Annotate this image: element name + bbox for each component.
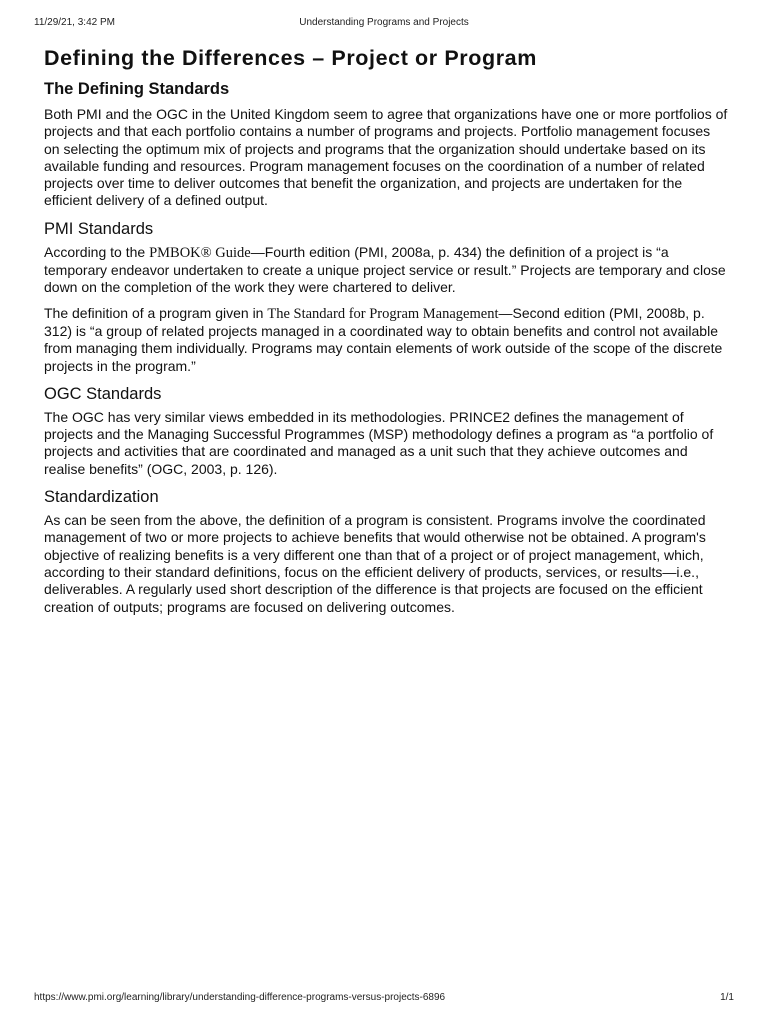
article [44, 44, 728, 624]
pmi-program-definition-paragraph [44, 305, 728, 375]
source-url: https://www.pmi.org/learning/library/understanding-difference-programs-versus-projects-6896 [34, 992, 446, 1003]
print-datetime: 11/29/21, 3:42 PM [34, 17, 115, 28]
pmbok-guide-reference: PMBOK® Guide [149, 244, 251, 261]
page-title: Defining the Differences – Project or Program [44, 46, 537, 70]
ogc-standards-paragraph: The OGC has very similar views embedded in its methodologies. PRINCE2 defines the management of projects and the Managing Successful Programmes (MSP) methodology defines a program as “a portfolio of projects and activities that are coordinated and managed as a unit such that they achieve outcomes and realise benefits” (OGC, 2003, p. 126). [44, 408, 714, 477]
standardization-heading: Standardization [44, 488, 159, 507]
pmi-p1-text-before: According to the [44, 243, 150, 260]
pmi-project-definition-paragraph [44, 244, 728, 297]
print-header [34, 17, 734, 31]
ogc-standards-heading: OGC Standards [44, 384, 162, 403]
pmi-p2-text-before: The definition of a program given in [44, 304, 268, 321]
print-page-title: Understanding Programs and Projects [299, 17, 469, 28]
print-footer [34, 992, 734, 1006]
pmi-p2-text-after: —Second edition (PMI, 2008b, p. 312) is “a group of related projects managed in a coordinated way to obtain benefits and control not available from managing them individually. Programs may contain elements of work outside of the scope of the discrete projects in the program.” [44, 304, 723, 374]
pmi-p1-text-after: —Fourth edition (PMI, 2008a, p. 434) the definition of a project is “a temporary endeavor undertaken to create a unique project service or result.” Projects are temporary and close down on the completion of the work they were chartered to deliver. [44, 243, 726, 296]
program-standard-reference: The Standard for Program Management [267, 305, 499, 322]
standardization-paragraph: As can be seen from the above, the definition of a program is consistent. Programs involve the coordinated management of two or more projects to achieve benefits that would otherwise not be obtained. A program's objective of realizing benefits is a very different one than that of a project or of project management, which, according to their standard definitions, focus on the efficient delivery of products, services, or results—i.e., deliverables. A regularly used short description of the difference is that projects are focused on the efficient creation of outputs; programs are focused on delivering outcomes. [44, 512, 706, 615]
defining-standards-heading: The Defining Standards [44, 80, 230, 98]
page-number: 1/1 [720, 992, 734, 1003]
pmi-standards-heading: PMI Standards [44, 219, 154, 238]
defining-standards-paragraph: Both PMI and the OGC in the United Kingdom seem to agree that organizations have one or more portfolios of projects and that each portfolio contains a number of programs and projects. Portfolio management focuses on selecting the optimum mix of projects and programs that the organization should undertake based on its available funding and resources. Program management focuses on the coordination of a number of related projects over time to deliver outcomes that benefit the organization, and projects are undertaken for the efficient delivery of a defined output. [44, 106, 728, 209]
